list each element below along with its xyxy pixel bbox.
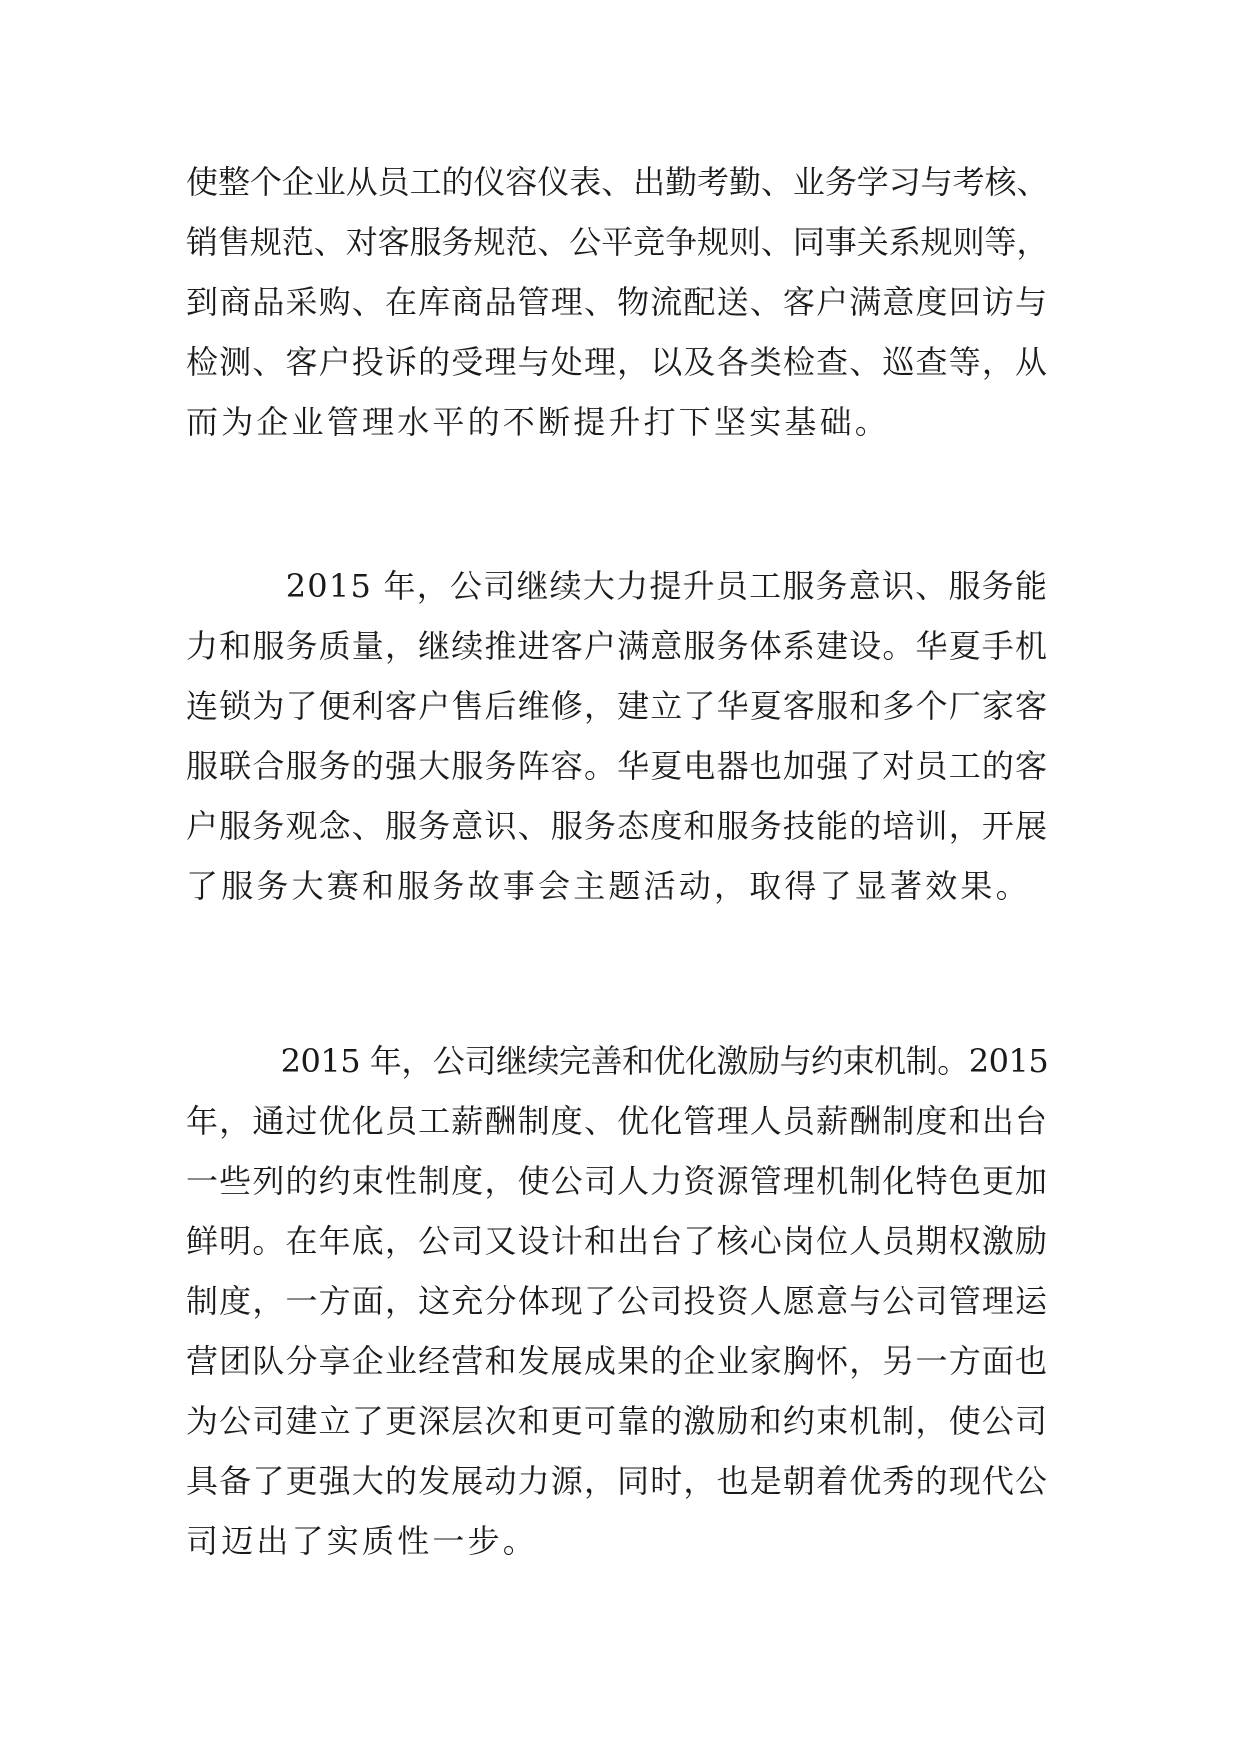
text-line: 了服务大赛和服务故事会主题活动，取得了显著效果。 [186,867,1031,905]
text-line: 鲜明。在年底，公司又设计和出台了核心岗位人员期权激励 [186,1222,1049,1260]
text-line: 一些列的约束性制度，使公司人力资源管理机制化特色更加 [186,1162,1049,1200]
text-line: 使整个企业从员工的仪容仪表、出勤考勤、业务学习与考核、 [186,163,1049,201]
paragraph-2 [186,556,1048,916]
text-line: 检测、客户投诉的受理与处理，以及各类检查、巡查等，从 [186,343,1049,381]
paragraph-3 [186,1031,1048,1571]
text-line: 服联合服务的强大服务阵容。华夏电器也加强了对员工的客 [186,747,1049,785]
text-line: 连锁为了便利客户售后维修，建立了华夏客服和多个厂家客 [186,687,1049,725]
text-line: 营团队分享企业经营和发展成果的企业家胸怀，另一方面也 [186,1342,1049,1380]
text-line: 制度，一方面，这充分体现了公司投资人愿意与公司管理运 [186,1282,1049,1320]
paragraph-1 [186,152,1048,452]
text-line: 户服务观念、服务意识、服务态度和服务技能的培训，开展 [186,807,1049,845]
text-line: 销售规范、对客服务规范、公平竞争规则、同事关系规则等， [186,223,1049,261]
text-line: 司迈出了实质性一步。 [186,1522,539,1560]
text-line: 到商品采购、在库商品管理、物流配送、客户满意度回访与 [186,283,1049,321]
text-line: 具备了更强大的发展动力源，同时，也是朝着优秀的现代公 [186,1462,1049,1500]
text-line: 为公司建立了更深层次和更可靠的激励和约束机制，使公司 [186,1402,1049,1440]
text-line: 而为企业管理水平的不断提升打下坚实基础。 [186,403,891,441]
text-line: 力和服务质量，继续推进客户满意服务体系建设。华夏手机 [186,627,1049,665]
text-line: 2015 年，公司继续大力提升员工服务意识、服务能 [186,567,1049,605]
text-line: 年，通过优化员工薪酬制度、优化管理人员薪酬制度和出台 [186,1102,1049,1140]
text-line: 2015 年，公司继续完善和优化激励与约束机制。2015 [186,1042,1049,1080]
